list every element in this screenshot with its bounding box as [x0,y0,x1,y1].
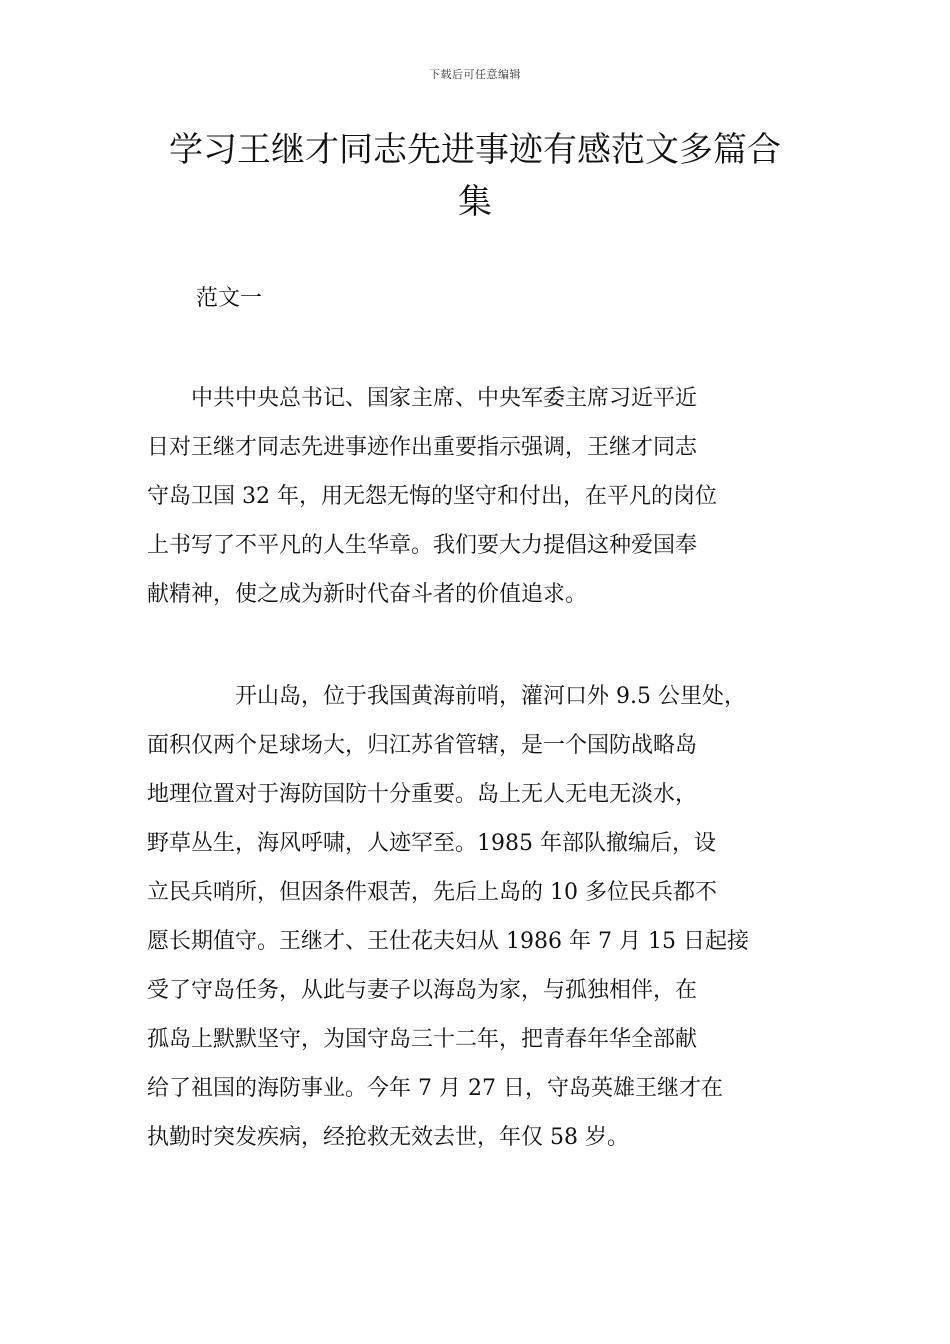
paragraph-line: 给了祖国的海防事业。今年 7 月 27 日，守岛英雄王继才在 [147,1076,723,1101]
paragraph-line: 执勤时突发疾病，经抢救无效去世，年仅 58 岁。 [147,1125,629,1150]
document-title-line-1: 学习王继才同志先进事迹有感范文多篇合 [169,130,781,170]
paragraph-line: 受了守岛任务，从此与妻子以海岛为家，与孤独相伴，在 [147,978,698,1003]
paragraph-line: 孤岛上默默坚守，为国守岛三十二年，把青春年华全部献 [147,1027,698,1052]
paragraph-line: 立民兵哨所，但因条件艰苦，先后上岛的 10 多位民兵都不 [147,880,717,905]
paragraph-line: 中共中央总书记、国家主席、中央军委主席习近平近 [147,386,698,411]
paragraph-line: 野草丛生，海风呼啸，人迹罕至。1985 年部队撤编后，设 [147,831,716,856]
document-title-line-2: 集 [458,182,492,222]
paragraph-line: 上书写了不平凡的人生华章。我们要大力提倡这种爱国奉 [147,533,698,558]
paragraph-line: 开山岛，位于我国黄海前哨，灌河口外 9.5 公里处， [147,684,746,709]
header-note: 下载后可任意编辑 [429,68,521,81]
paragraph-line: 面积仅两个足球场大，归江苏省管辖，是一个国防战略岛 [147,733,698,758]
paragraph-line: 献精神，使之成为新时代奋斗者的价值追求。 [147,582,588,607]
paragraph-line: 守岛卫国 32 年，用无怨无悔的坚守和付出，在平凡的岗位 [147,484,717,509]
document-title [140,124,810,228]
paragraph-line: 愿长期值守。王继才、王仕花夫妇从 1986 年 7 月 15 日起接 [147,929,749,954]
paragraph-1 [147,374,827,619]
paragraph-line: 日对王继才同志先进事迹作出重要指示强调，王继才同志 [147,435,698,460]
paragraph-2 [147,672,827,1162]
paragraph-line: 地理位置对于海防国防十分重要。岛上无人无电无淡水， [147,782,698,807]
section-label: 范文一 [196,286,263,311]
